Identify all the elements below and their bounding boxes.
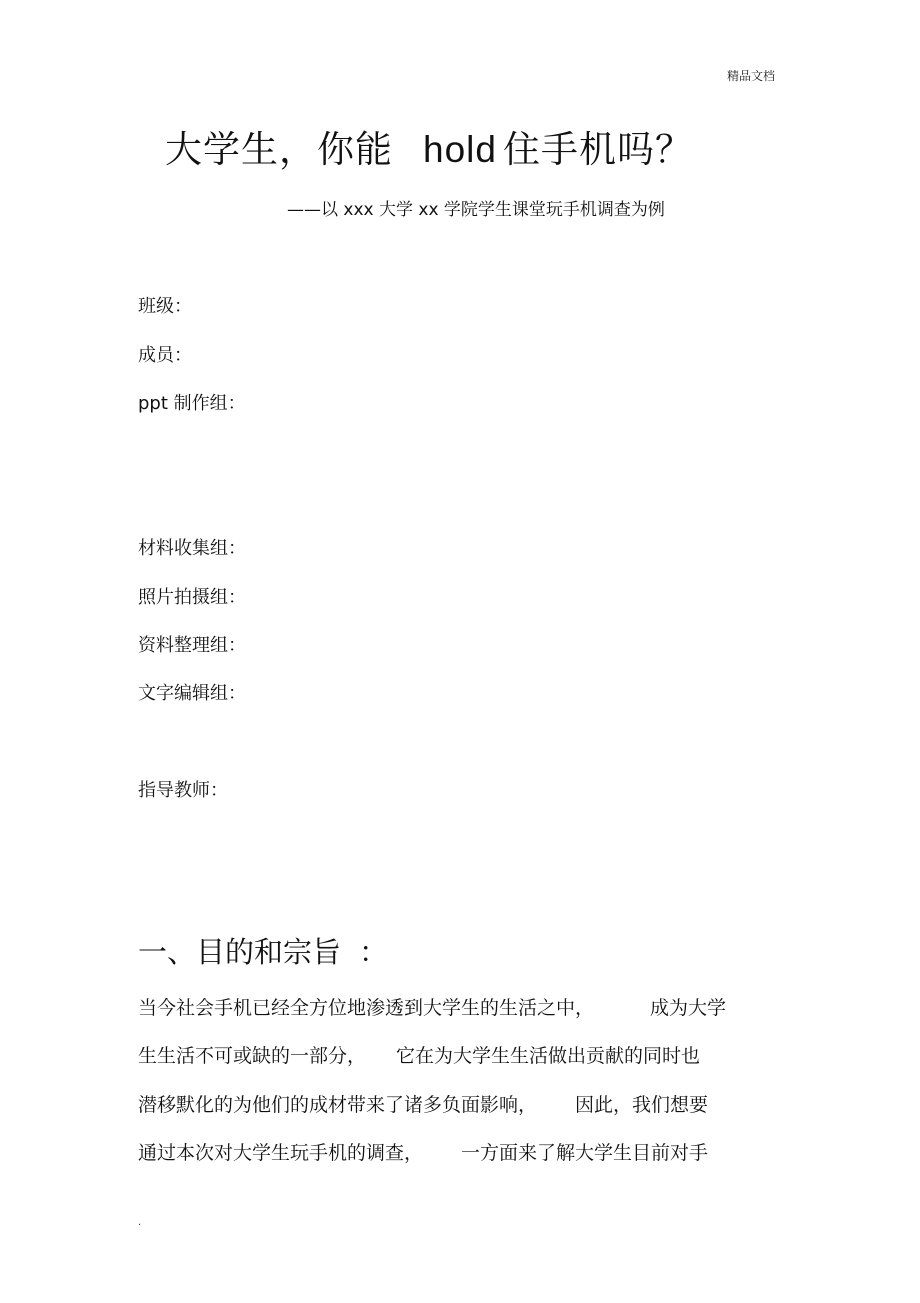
paragraph-line-part-a: 当今社会手机已经全方位地渗透到大学生的生活之中， bbox=[138, 997, 595, 1019]
field-data-group: 资料整理组： bbox=[138, 635, 246, 656]
paragraph-line-part-a: 生生活不可或缺的一部分， bbox=[138, 1045, 367, 1067]
footer-mark: . bbox=[138, 1217, 142, 1228]
field-writing-group: 文字编辑组： bbox=[138, 683, 246, 704]
field-ppt-group: ppt 制作组： bbox=[138, 393, 246, 414]
paragraph-line-part-a: 通过本次对大学生玩手机的调查， bbox=[138, 1142, 424, 1164]
field-photo-group: 照片拍摄组： bbox=[138, 587, 246, 608]
section-heading bbox=[138, 932, 388, 972]
section-heading-text: 一、目的和宗旨 bbox=[138, 935, 342, 969]
page-title bbox=[165, 126, 693, 174]
title-part2: 住手机吗？ bbox=[502, 128, 693, 171]
header-tag: 精品文档 bbox=[727, 69, 776, 83]
paragraph-line bbox=[138, 994, 726, 1022]
paragraph-line-part-b: 它在为大学生生活做出贡献的同时也 bbox=[396, 1045, 701, 1067]
paragraph-line-part-b: 成为大学 bbox=[650, 997, 727, 1019]
paragraph-line-part-b: 一方面来了解大学生目前对手 bbox=[461, 1142, 709, 1164]
title-latin: hold bbox=[423, 129, 497, 170]
title-part1: 大学生，你能 bbox=[165, 128, 393, 171]
field-members: 成员： bbox=[138, 345, 192, 366]
paragraph-line bbox=[138, 1091, 708, 1119]
section-heading-colon: ： bbox=[359, 935, 389, 969]
subtitle: ——以 xxx 大学 xx 学院学生课堂玩手机调查为例 bbox=[287, 200, 665, 220]
field-material-group: 材料收集组： bbox=[138, 538, 246, 559]
paragraph-line-part-b: 因此，我们想要 bbox=[575, 1094, 709, 1116]
field-class: 班级： bbox=[138, 296, 192, 317]
field-advisor: 指导教师： bbox=[138, 780, 228, 801]
paragraph-line bbox=[138, 1042, 700, 1070]
paragraph-line bbox=[138, 1139, 708, 1167]
paragraph-line-part-a: 潜移默化的为他们的成材带来了诸多负面影响， bbox=[138, 1094, 538, 1116]
